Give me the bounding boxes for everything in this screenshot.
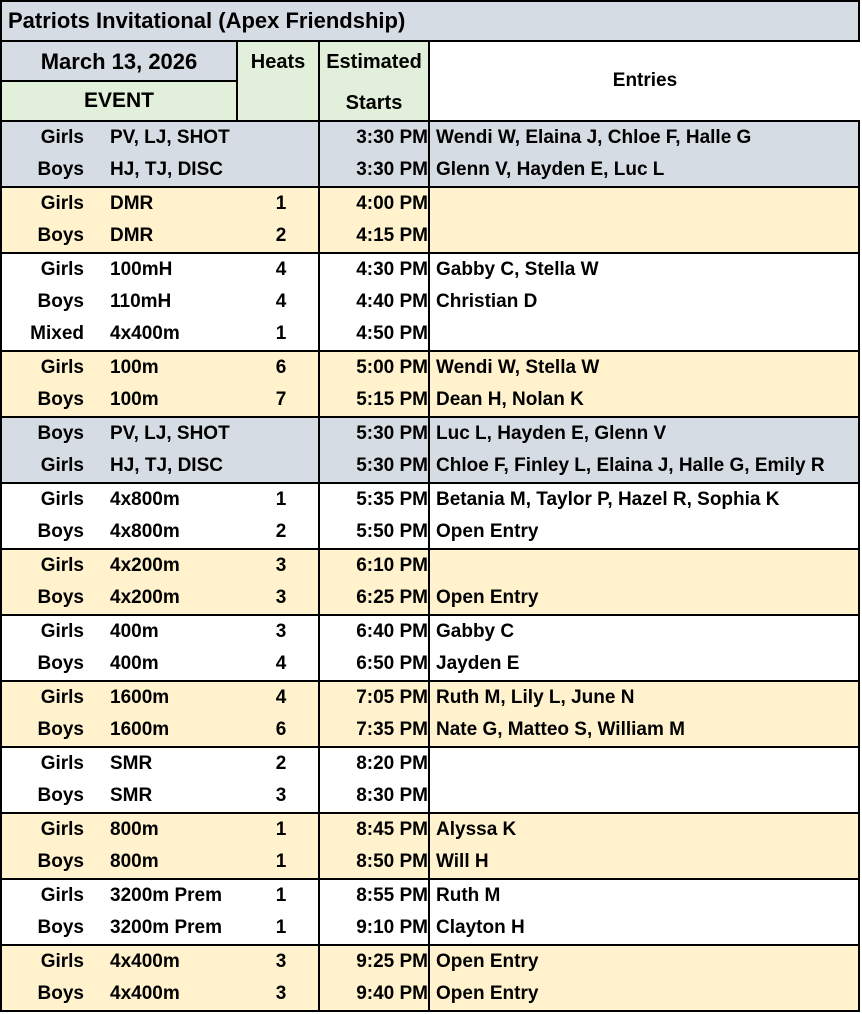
column-divider: [318, 946, 320, 978]
gender-cell: Girls: [40, 687, 84, 708]
start-time-cell: 9:10 PM: [356, 917, 428, 938]
column-divider: [428, 516, 430, 548]
start-time-cell: 5:30 PM: [356, 455, 428, 476]
entries-cell: Wendi W, Elaina J, Chloe F, Halle G: [436, 127, 752, 148]
column-divider: [318, 516, 320, 548]
heats-cell: 3: [275, 983, 287, 1004]
event-cell: 1600m: [110, 687, 170, 708]
column-divider: [428, 550, 430, 582]
entries-cell: [436, 188, 860, 220]
entries-cell: Chloe F, Finley L, Elaina J, Halle G, Emily R: [436, 455, 825, 476]
column-divider: [428, 286, 430, 318]
entries-cell: Will H: [436, 851, 489, 872]
table-row: [2, 582, 860, 614]
table-header: [2, 42, 860, 122]
heats-cell: [242, 154, 320, 186]
table-row: [2, 352, 860, 384]
gender-cell: Girls: [40, 357, 84, 378]
entries-cell: Luc L, Hayden E, Glenn V: [436, 423, 667, 444]
start-time-cell: 7:35 PM: [356, 719, 428, 740]
entries-cell: Alyssa K: [436, 819, 517, 840]
start-time-cell: 4:40 PM: [356, 291, 428, 312]
start-time-cell: 5:30 PM: [356, 423, 428, 444]
start-time-cell: 5:00 PM: [356, 357, 428, 378]
table-row: [2, 484, 860, 516]
event-group: [2, 550, 860, 616]
entries-cell: Ruth M, Lily L, June N: [436, 687, 635, 708]
column-divider: [318, 384, 320, 416]
table-row: [2, 648, 860, 680]
table-row: [2, 616, 860, 648]
gender-cell: Girls: [40, 127, 84, 148]
heats-cell: [242, 122, 320, 154]
table-row: [2, 748, 860, 780]
entries-cell: Open Entry: [436, 587, 539, 608]
start-time-cell: 3:30 PM: [356, 127, 428, 148]
heats-cell: 3: [275, 587, 287, 608]
column-divider: [318, 220, 320, 252]
column-divider: [428, 946, 430, 978]
column-divider: [318, 254, 320, 286]
entries-cell: [436, 780, 860, 812]
event-cell: 400m: [110, 621, 159, 642]
entries-cell: [436, 318, 860, 350]
start-time-cell: 4:15 PM: [356, 225, 428, 246]
start-time-cell: 8:45 PM: [356, 819, 428, 840]
event-cell: PV, LJ, SHOT: [110, 127, 230, 148]
entries-cell: [436, 748, 860, 780]
event-cell: 4x800m: [110, 521, 180, 542]
column-divider: [318, 550, 320, 582]
column-divider: [428, 748, 430, 780]
heats-cell: 2: [275, 225, 287, 246]
event-cell: 400m: [110, 653, 159, 674]
event-group: [2, 352, 860, 418]
column-divider: [428, 714, 430, 746]
column-divider: [318, 616, 320, 648]
column-divider: [428, 880, 430, 912]
table-row: [2, 450, 860, 482]
gender-cell: Mixed: [30, 323, 84, 344]
table-row: [2, 946, 860, 978]
column-divider: [428, 648, 430, 680]
column-divider: [428, 418, 430, 450]
heats-cell: 1: [275, 851, 287, 872]
table-row: [2, 550, 860, 582]
column-divider: [428, 318, 430, 350]
event-cell: 4x200m: [110, 555, 180, 576]
gender-cell: Boys: [37, 423, 84, 444]
heats-cell: 3: [275, 785, 287, 806]
header-event: EVENT: [2, 82, 238, 120]
gender-cell: Boys: [37, 291, 84, 312]
gender-cell: Boys: [37, 653, 84, 674]
column-divider: [318, 418, 320, 450]
start-time-cell: 9:40 PM: [356, 983, 428, 1004]
heats-cell: 1: [275, 917, 287, 938]
table-row: [2, 154, 860, 186]
event-group: [2, 122, 860, 188]
event-cell: PV, LJ, SHOT: [110, 423, 230, 444]
gender-cell: Girls: [40, 951, 84, 972]
event-cell: 100m: [110, 389, 159, 410]
start-time-cell: 4:30 PM: [356, 259, 428, 280]
event-group: [2, 188, 860, 254]
column-divider: [428, 682, 430, 714]
column-divider: [318, 714, 320, 746]
heats-cell: [242, 418, 320, 450]
gender-cell: Girls: [40, 885, 84, 906]
event-group: [2, 484, 860, 550]
column-divider: [428, 384, 430, 416]
event-cell: 110mH: [110, 291, 172, 312]
heats-cell: 7: [275, 389, 287, 410]
column-divider: [318, 484, 320, 516]
entries-cell: Betania M, Taylor P, Hazel R, Sophia K: [436, 489, 780, 510]
column-divider: [318, 748, 320, 780]
column-divider: [428, 484, 430, 516]
column-divider: [428, 122, 430, 154]
table-row: [2, 318, 860, 350]
entries-cell: Clayton H: [436, 917, 525, 938]
start-time-cell: 6:10 PM: [356, 555, 428, 576]
start-time-cell: 8:50 PM: [356, 851, 428, 872]
heats-cell: 1: [275, 489, 287, 510]
column-divider: [318, 318, 320, 350]
entries-cell: Open Entry: [436, 983, 539, 1004]
gender-cell: Girls: [40, 555, 84, 576]
column-divider: [318, 814, 320, 846]
column-divider: [428, 220, 430, 252]
header-estimated: Estimated: [326, 51, 422, 73]
start-time-cell: 5:15 PM: [356, 389, 428, 410]
gender-cell: Boys: [37, 587, 84, 608]
event-cell: 3200m Prem: [110, 885, 222, 906]
event-cell: 4x800m: [110, 489, 180, 510]
start-time-cell: 3:30 PM: [356, 159, 428, 180]
gender-cell: Girls: [40, 455, 84, 476]
gender-cell: Boys: [37, 917, 84, 938]
table-row: [2, 220, 860, 252]
heats-cell: 3: [275, 621, 287, 642]
event-group: [2, 748, 860, 814]
gender-cell: Boys: [37, 719, 84, 740]
heats-cell: 3: [275, 951, 287, 972]
event-cell: 100mH: [110, 259, 173, 280]
event-cell: HJ, TJ, DISC: [110, 159, 223, 180]
column-divider: [318, 648, 320, 680]
event-group: [2, 682, 860, 748]
event-cell: SMR: [110, 753, 153, 774]
event-cell: 100m: [110, 357, 159, 378]
entries-cell: Nate G, Matteo S, William M: [436, 719, 685, 740]
column-divider: [428, 188, 430, 220]
heats-cell: 2: [275, 521, 287, 542]
heats-cell: 3: [275, 555, 287, 576]
column-divider: [428, 450, 430, 482]
gender-cell: Girls: [40, 621, 84, 642]
table-row: [2, 912, 860, 944]
heats-cell: 4: [275, 653, 287, 674]
header-date: March 13, 2026: [2, 42, 238, 82]
heats-cell: 4: [275, 291, 287, 312]
event-cell: 800m: [110, 851, 159, 872]
entries-cell: [436, 220, 860, 252]
table-row: [2, 384, 860, 416]
entries-cell: Glenn V, Hayden E, Luc L: [436, 159, 665, 180]
column-divider: [428, 254, 430, 286]
entries-cell: [436, 550, 860, 582]
entries-cell: Ruth M: [436, 885, 501, 906]
header-entries: Entries: [430, 42, 860, 120]
table-row: [2, 286, 860, 318]
event-cell: DMR: [110, 225, 154, 246]
header-heats: Heats: [238, 42, 320, 120]
entries-cell: Gabby C, Stella W: [436, 259, 599, 280]
gender-cell: Boys: [37, 225, 84, 246]
gender-cell: Girls: [40, 259, 84, 280]
gender-cell: Girls: [40, 193, 84, 214]
start-time-cell: 6:25 PM: [356, 587, 428, 608]
column-divider: [318, 352, 320, 384]
table-row: [2, 780, 860, 812]
table-row: [2, 714, 860, 746]
start-time-cell: 8:20 PM: [356, 753, 428, 774]
column-divider: [428, 352, 430, 384]
event-group: [2, 616, 860, 682]
column-divider: [428, 780, 430, 812]
column-divider: [318, 122, 320, 154]
entries-cell: Gabby C: [436, 621, 515, 642]
event-cell: SMR: [110, 785, 153, 806]
event-group: [2, 254, 860, 352]
column-divider: [318, 582, 320, 614]
gender-cell: Girls: [40, 753, 84, 774]
column-divider: [318, 450, 320, 482]
column-divider: [428, 582, 430, 614]
start-time-cell: 6:50 PM: [356, 653, 428, 674]
event-group: [2, 946, 860, 1012]
heats-cell: 2: [275, 753, 287, 774]
gender-cell: Boys: [37, 521, 84, 542]
entries-cell: Wendi W, Stella W: [436, 357, 600, 378]
start-time-cell: 4:50 PM: [356, 323, 428, 344]
column-divider: [318, 880, 320, 912]
start-time-cell: 5:35 PM: [356, 489, 428, 510]
heats-cell: 1: [275, 819, 287, 840]
event-cell: 4x400m: [110, 951, 180, 972]
entries-cell: Dean H, Nolan K: [436, 389, 584, 410]
event-cell: 4x400m: [110, 323, 180, 344]
gender-cell: Boys: [37, 159, 84, 180]
heats-cell: 6: [275, 357, 287, 378]
entries-cell: Jayden E: [436, 653, 520, 674]
column-divider: [318, 978, 320, 1010]
start-time-cell: 7:05 PM: [356, 687, 428, 708]
event-cell: DMR: [110, 193, 154, 214]
event-cell: HJ, TJ, DISC: [110, 455, 223, 476]
column-divider: [318, 780, 320, 812]
column-divider: [428, 814, 430, 846]
gender-cell: Boys: [37, 851, 84, 872]
entries-cell: Open Entry: [436, 521, 539, 542]
table-row: [2, 254, 860, 286]
column-divider: [318, 154, 320, 186]
column-divider: [428, 154, 430, 186]
column-divider: [428, 616, 430, 648]
heats-cell: 6: [275, 719, 287, 740]
event-group: [2, 880, 860, 946]
column-divider: [428, 846, 430, 878]
column-divider: [428, 912, 430, 944]
header-estimated-starts: [320, 42, 430, 120]
event-cell: 3200m Prem: [110, 917, 222, 938]
table-row: [2, 682, 860, 714]
start-time-cell: 8:30 PM: [356, 785, 428, 806]
heats-cell: 1: [275, 885, 287, 906]
start-time-cell: 6:40 PM: [356, 621, 428, 642]
column-divider: [318, 912, 320, 944]
gender-cell: Girls: [40, 819, 84, 840]
heats-cell: 4: [275, 687, 287, 708]
table-row: [2, 516, 860, 548]
gender-cell: Boys: [37, 785, 84, 806]
start-time-cell: 4:00 PM: [356, 193, 428, 214]
column-divider: [318, 682, 320, 714]
event-group: [2, 418, 860, 484]
entries-cell: Christian D: [436, 291, 538, 312]
gender-cell: Boys: [37, 389, 84, 410]
gender-cell: Girls: [40, 489, 84, 510]
event-cell: 1600m: [110, 719, 170, 740]
heats-cell: 1: [275, 323, 287, 344]
entries-cell: Open Entry: [436, 951, 539, 972]
event-cell: 4x200m: [110, 587, 180, 608]
table-row: [2, 122, 860, 154]
page-title: Patriots Invitational (Apex Friendship): [2, 2, 860, 42]
column-divider: [318, 286, 320, 318]
event-group: [2, 814, 860, 880]
table-row: [2, 814, 860, 846]
event-cell: 800m: [110, 819, 159, 840]
heats-cell: 4: [275, 259, 287, 280]
column-divider: [318, 188, 320, 220]
table-row: [2, 188, 860, 220]
event-cell: 4x400m: [110, 983, 180, 1004]
start-time-cell: 8:55 PM: [356, 885, 428, 906]
table-row: [2, 978, 860, 1010]
header-starts: Starts: [345, 92, 403, 114]
gender-cell: Boys: [37, 983, 84, 1004]
start-time-cell: 5:50 PM: [356, 521, 428, 542]
column-divider: [318, 846, 320, 878]
column-divider: [428, 978, 430, 1010]
table-row: [2, 418, 860, 450]
table-row: [2, 880, 860, 912]
heats-cell: [242, 450, 320, 482]
start-time-cell: 9:25 PM: [356, 951, 428, 972]
heats-cell: 1: [275, 193, 287, 214]
schedule-body: [2, 122, 860, 1012]
table-row: [2, 846, 860, 878]
